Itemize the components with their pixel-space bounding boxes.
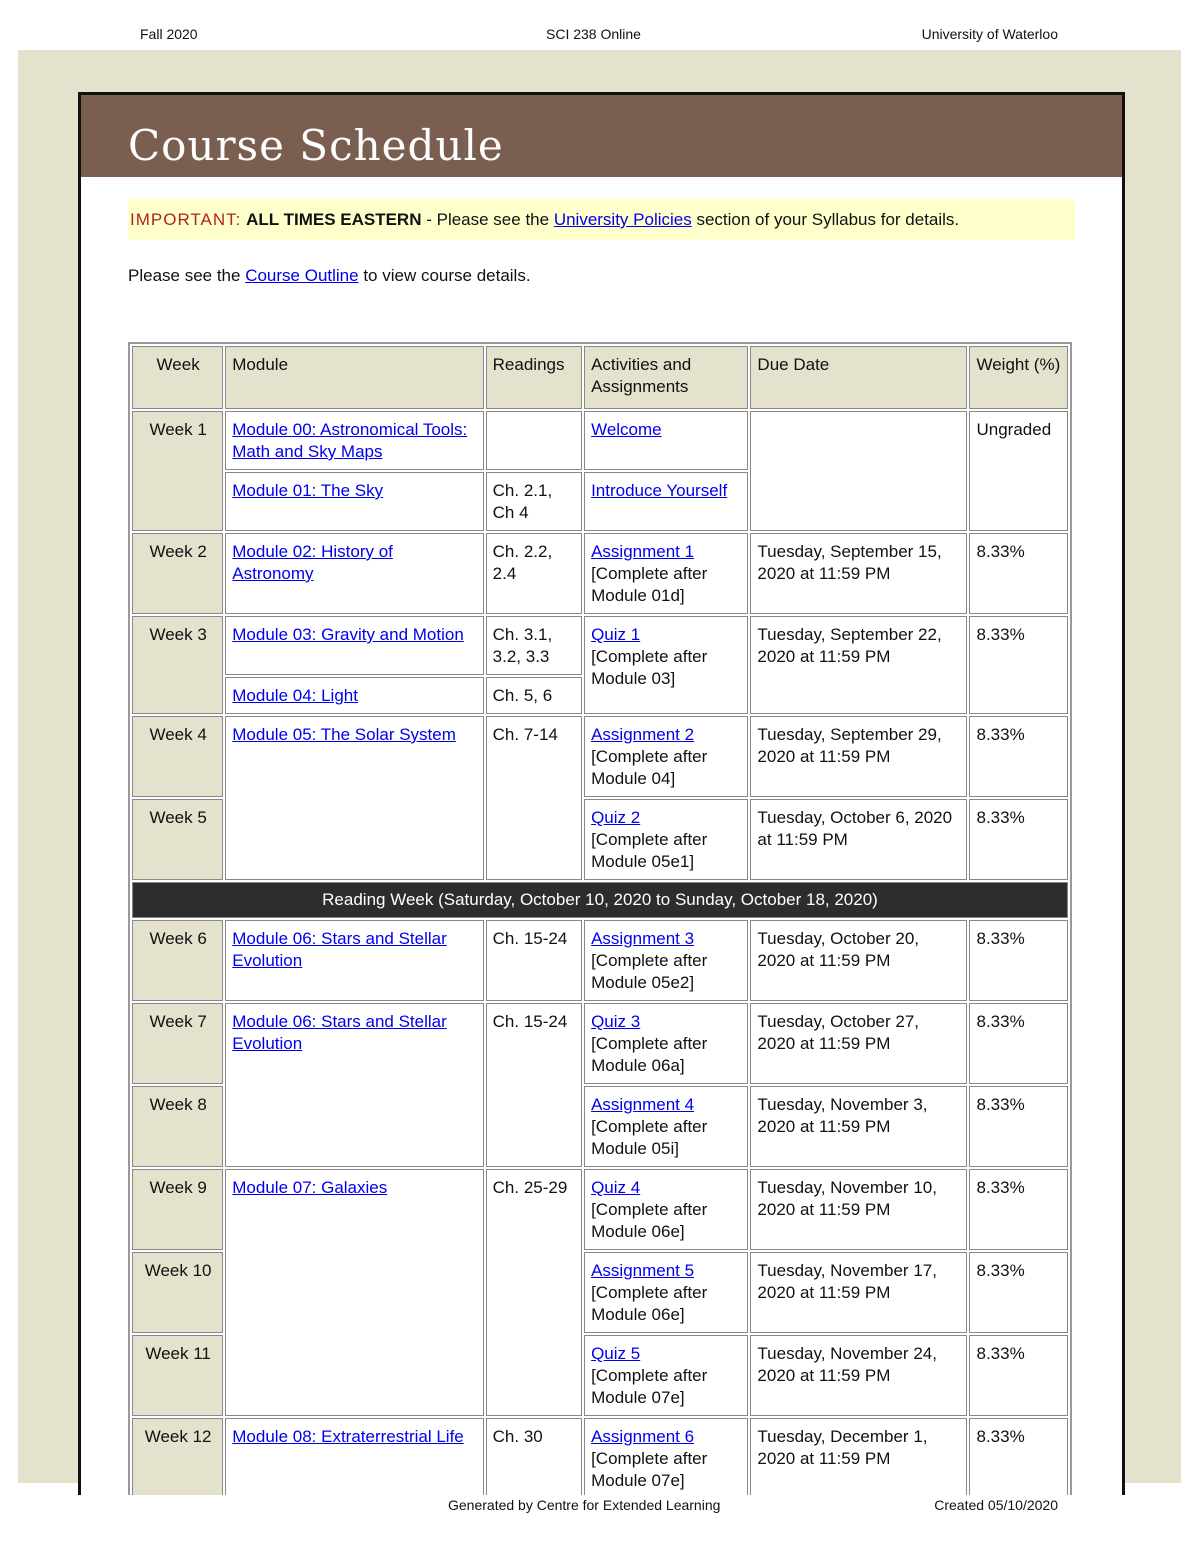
- table-row: [132, 1169, 1068, 1250]
- readings-cell: [486, 411, 582, 470]
- activity-note: [Complete after Module 05e1]: [591, 830, 708, 871]
- activity-cell: [584, 411, 748, 470]
- page-header-course: SCI 238 Online: [546, 26, 641, 42]
- week-cell: Week 6: [132, 920, 223, 1001]
- times-eastern: ALL TIMES EASTERN: [246, 210, 422, 229]
- activity-link[interactable]: Quiz 4: [591, 1178, 641, 1197]
- reading-week-row: [132, 882, 1068, 918]
- weight-cell: 8.33%: [969, 920, 1068, 1001]
- due-cell: Tuesday, September 29, 2020 at 11:59 PM: [750, 716, 967, 797]
- reading-week-cell: Reading Week (Saturday, October 10, 2020 to Sunday, October 18, 2020): [132, 882, 1068, 918]
- table-row: [132, 411, 1068, 470]
- weight-cell: 8.33%: [969, 616, 1068, 714]
- activity-note: [Complete after Module 05e2]: [591, 951, 708, 992]
- module-cell: [225, 1169, 483, 1416]
- header-weight: Weight (%): [969, 346, 1068, 409]
- activity-link[interactable]: Assignment 4: [591, 1095, 695, 1114]
- weight-cell: 8.33%: [969, 716, 1068, 797]
- week-cell: Week 9: [132, 1169, 223, 1250]
- due-cell: Tuesday, November 10, 2020 at 11:59 PM: [750, 1169, 967, 1250]
- title-banner: [81, 95, 1122, 177]
- university-policies-link[interactable]: University Policies: [553, 210, 692, 229]
- weight-cell: 8.33%: [969, 1252, 1068, 1333]
- activity-link[interactable]: Quiz 1: [591, 625, 641, 644]
- due-cell: [750, 411, 967, 531]
- weight-cell: 8.33%: [969, 1086, 1068, 1167]
- activity-cell: [584, 716, 748, 797]
- activity-cell: [584, 533, 748, 614]
- weight-cell: Ungraded: [969, 411, 1068, 531]
- activity-link[interactable]: Assignment 1: [591, 542, 695, 561]
- module-link[interactable]: Module 05: The Solar System: [232, 725, 456, 744]
- module-link[interactable]: Module 02: History of Astronomy: [232, 542, 393, 583]
- module-cell: [225, 920, 483, 1001]
- readings-cell: Ch. 7-14: [486, 716, 582, 880]
- activity-link[interactable]: Assignment 5: [591, 1261, 695, 1280]
- readings-cell: Ch. 2.2, 2.4: [486, 533, 582, 614]
- activity-link[interactable]: Quiz 3: [591, 1012, 641, 1031]
- activity-link[interactable]: Assignment 3: [591, 929, 695, 948]
- week-cell: Week 12: [132, 1418, 223, 1495]
- table-row: [132, 1003, 1068, 1084]
- activity-cell: [584, 1335, 748, 1416]
- week-cell: Week 8: [132, 1086, 223, 1167]
- header-week: Week: [132, 346, 223, 409]
- activity-cell: [584, 799, 748, 880]
- important-label: IMPORTANT:: [130, 210, 242, 229]
- course-outline-link[interactable]: Course Outline: [245, 266, 359, 285]
- readings-cell: Ch. 5, 6: [486, 677, 582, 714]
- readings-cell: Ch. 30: [486, 1418, 582, 1495]
- table-row: [132, 1418, 1068, 1495]
- activity-note: [Complete after Module 06a]: [591, 1034, 708, 1075]
- header-readings: Readings: [486, 346, 582, 409]
- activity-note: [Complete after Module 06e]: [591, 1283, 708, 1324]
- schedule-table: [128, 342, 1072, 1495]
- activity-cell: [584, 1003, 748, 1084]
- due-cell: Tuesday, November 3, 2020 at 11:59 PM: [750, 1086, 967, 1167]
- table-row: [132, 716, 1068, 797]
- week-cell: Week 4: [132, 716, 223, 797]
- readings-cell: Ch. 25-29: [486, 1169, 582, 1416]
- activity-link[interactable]: Welcome: [591, 420, 662, 439]
- due-cell: Tuesday, October 6, 2020 at 11:59 PM: [750, 799, 967, 880]
- header-due-date: Due Date: [750, 346, 967, 409]
- table-row: [132, 533, 1068, 614]
- weight-cell: 8.33%: [969, 1003, 1068, 1084]
- due-cell: Tuesday, November 17, 2020 at 11:59 PM: [750, 1252, 967, 1333]
- weight-cell: 8.33%: [969, 1169, 1068, 1250]
- important-notice: [128, 199, 1075, 240]
- activity-cell: [584, 1418, 748, 1495]
- header-activities: Activities and Assignments: [584, 346, 748, 409]
- module-cell: [225, 616, 483, 675]
- activity-cell: [584, 472, 748, 531]
- week-cell: Week 3: [132, 616, 223, 714]
- activity-link[interactable]: Assignment 2: [591, 725, 695, 744]
- due-cell: Tuesday, October 20, 2020 at 11:59 PM: [750, 920, 967, 1001]
- outline-line: [128, 266, 1075, 286]
- activity-note: [Complete after Module 05i]: [591, 1117, 708, 1158]
- activity-note: [Complete after Module 07e]: [591, 1366, 708, 1407]
- due-cell: Tuesday, November 24, 2020 at 11:59 PM: [750, 1335, 967, 1416]
- module-link[interactable]: Module 03: Gravity and Motion: [232, 625, 464, 644]
- due-cell: Tuesday, December 1, 2020 at 11:59 PM: [750, 1418, 967, 1495]
- module-link[interactable]: Module 01: The Sky: [232, 481, 384, 500]
- readings-cell: Ch. 3.1, 3.2, 3.3: [486, 616, 582, 675]
- week-cell: Week 5: [132, 799, 223, 880]
- module-cell: [225, 1418, 483, 1495]
- module-link[interactable]: Module 08: Extraterrestrial Life: [232, 1427, 464, 1446]
- table-row: [132, 920, 1068, 1001]
- week-cell: Week 2: [132, 533, 223, 614]
- activity-cell: [584, 920, 748, 1001]
- weight-cell: 8.33%: [969, 799, 1068, 880]
- week-cell: Week 7: [132, 1003, 223, 1084]
- due-cell: Tuesday, September 22, 2020 at 11:59 PM: [750, 616, 967, 714]
- readings-cell: Ch. 15-24: [486, 1003, 582, 1167]
- module-link[interactable]: Module 04: Light: [232, 686, 358, 705]
- week-cell: Week 11: [132, 1335, 223, 1416]
- week-cell: Week 10: [132, 1252, 223, 1333]
- page-header-university: University of Waterloo: [921, 26, 1058, 42]
- page-footer-created: Created 05/10/2020: [934, 1497, 1058, 1513]
- activity-link[interactable]: Quiz 5: [591, 1344, 641, 1363]
- notice-text: - Please see the: [421, 210, 554, 229]
- outline-text: Please see the: [128, 266, 246, 285]
- module-cell: [225, 677, 483, 714]
- activity-note: [Complete after Module 06e]: [591, 1200, 708, 1241]
- page-title: Course Schedule: [128, 121, 504, 170]
- module-cell: [225, 1003, 483, 1167]
- activity-link[interactable]: Assignment 6: [591, 1427, 695, 1446]
- activity-cell: [584, 1252, 748, 1333]
- activity-note: [Complete after Module 07e]: [591, 1449, 708, 1490]
- notice-text-end: section of your Syllabus for details.: [691, 210, 960, 229]
- readings-cell: Ch. 15-24: [486, 920, 582, 1001]
- outline-text-end: to view course details.: [358, 266, 531, 285]
- due-cell: Tuesday, September 15, 2020 at 11:59 PM: [750, 533, 967, 614]
- week-cell: Week 1: [132, 411, 223, 531]
- activity-note: [Complete after Module 04]: [591, 747, 708, 788]
- module-link[interactable]: Module 07: Galaxies: [232, 1178, 388, 1197]
- module-cell: [225, 411, 483, 470]
- module-link[interactable]: Module 00: Astronomical Tools: Math and Sky Maps: [232, 420, 468, 461]
- activity-link[interactable]: Quiz 2: [591, 808, 641, 827]
- activity-note: [Complete after Module 01d]: [591, 564, 708, 605]
- module-cell: [225, 472, 483, 531]
- header-module: Module: [225, 346, 483, 409]
- table-row: [132, 616, 1068, 675]
- module-cell: [225, 716, 483, 880]
- weight-cell: 8.33%: [969, 1335, 1068, 1416]
- activity-cell: [584, 616, 748, 714]
- readings-cell: Ch. 2.1, Ch 4: [486, 472, 582, 531]
- activity-link[interactable]: Introduce Yourself: [591, 481, 728, 500]
- module-link[interactable]: Module 06: Stars and Stellar Evolution: [232, 929, 447, 970]
- activity-cell: [584, 1086, 748, 1167]
- page-header-term: Fall 2020: [140, 26, 198, 42]
- content-panel: [78, 92, 1125, 1495]
- due-cell: Tuesday, October 27, 2020 at 11:59 PM: [750, 1003, 967, 1084]
- table-header-row: [132, 346, 1068, 409]
- activity-note: [Complete after Module 03]: [591, 647, 708, 688]
- activity-cell: [584, 1169, 748, 1250]
- weight-cell: 8.33%: [969, 533, 1068, 614]
- module-link[interactable]: Module 06: Stars and Stellar Evolution: [232, 1012, 447, 1053]
- weight-cell: 8.33%: [969, 1418, 1068, 1495]
- module-cell: [225, 533, 483, 614]
- page-footer-generator: Generated by Centre for Extended Learning: [448, 1497, 721, 1513]
